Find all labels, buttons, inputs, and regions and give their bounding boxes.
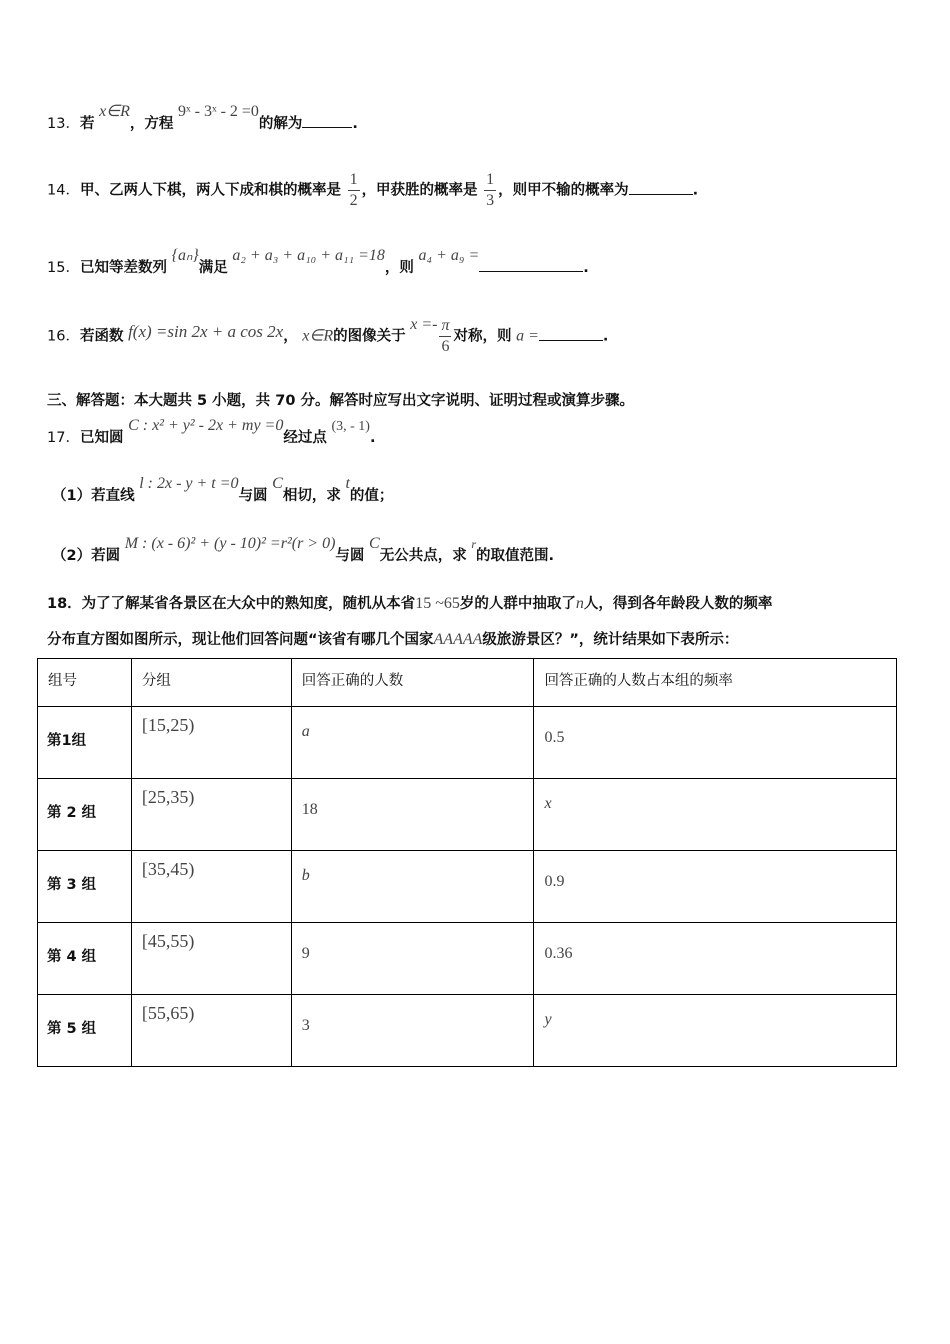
question-number: 16．: [47, 328, 80, 345]
q15-sequence: {aₙ}: [171, 247, 199, 264]
correct-value: 3: [301, 1017, 310, 1034]
q14-text2: ，甲获胜的概率是: [361, 182, 478, 199]
q18-text3: 人，得到各年龄段人数的频率: [583, 596, 773, 612]
freq-cell: [534, 851, 897, 923]
numerator: 1: [484, 170, 496, 191]
interval-value: [55,65): [141, 1003, 195, 1023]
question-18-line-2: [47, 628, 738, 649]
group-cell: [38, 995, 132, 1067]
group-label: 第1组: [47, 733, 87, 749]
q16-axis-lhs: x =-: [410, 315, 438, 333]
interval-value: [25,35): [141, 787, 195, 807]
interval-cell: [131, 923, 291, 995]
q13-text: 若: [79, 116, 95, 132]
q17-2-text3: 的取值范围.: [475, 548, 554, 564]
freq-cell: [534, 923, 897, 995]
header-correct-frequency: 回答正确的人数占本组的频率: [544, 673, 733, 689]
q15-end: .: [583, 260, 589, 276]
age-range: 15 ~65: [415, 595, 460, 612]
var-n: n: [575, 595, 584, 612]
header-cell: [534, 659, 897, 707]
results-table: [37, 658, 897, 1067]
freq-value: 0.5: [544, 729, 565, 746]
question-17-part-1: [52, 475, 394, 505]
part-label: （1）若直线: [52, 488, 135, 504]
table-row: [38, 995, 897, 1067]
q15-text: 已知等差数列: [79, 260, 167, 276]
q16-end: .: [602, 328, 609, 345]
interval-cell: [131, 779, 291, 851]
q17-circle-m: M : (x - 6)² + (y - 10)² =r²(r > 0): [124, 535, 336, 552]
answer-blank[interactable]: [302, 115, 352, 128]
interval-value: [45,55): [141, 931, 195, 951]
correct-cell: [291, 995, 534, 1067]
q15-text3: ，则: [384, 260, 414, 276]
interval-cell: [131, 707, 291, 779]
q17-end: .: [369, 430, 376, 446]
q17-1-text: 与圆: [238, 488, 268, 504]
q17-2-text: 与圆: [335, 548, 365, 564]
denominator: 3: [486, 192, 495, 209]
question-14: [47, 170, 698, 211]
group-cell: [38, 707, 132, 779]
group-label: 第 2 组: [47, 805, 97, 821]
correct-cell: [291, 851, 534, 923]
header-cell: [291, 659, 534, 707]
freq-value: 0.36: [544, 945, 573, 962]
circle-c: C: [272, 475, 283, 492]
table-row: [38, 851, 897, 923]
fraction-one-third: [484, 170, 496, 211]
freq-value: 0.9: [544, 873, 565, 890]
q13-text2: ，方程: [129, 116, 174, 132]
section-3-heading: 三、解答题：本大题共 5 小题，共 70 分。解答时应写出文字说明、证明过程或演算步骤。: [47, 393, 634, 409]
header-cell: [131, 659, 291, 707]
group-label: 第 3 组: [47, 877, 97, 893]
correct-value: b: [301, 867, 310, 884]
question-17: [47, 417, 376, 447]
question-number: 17．: [47, 430, 80, 446]
q14-text3: ，则甲不输的概率为: [498, 182, 629, 199]
answer-blank[interactable]: [629, 182, 693, 195]
correct-cell: [291, 923, 534, 995]
aaaaa-rating: AAAAA: [433, 631, 483, 648]
group-cell: [38, 779, 132, 851]
header-interval: 分组: [141, 673, 171, 689]
q16-text3: 的图像关于: [333, 328, 406, 345]
freq-cell: [534, 995, 897, 1067]
q14-end: .: [692, 182, 699, 199]
var-r: r: [471, 537, 476, 551]
q17-1-text2: 相切，求: [282, 488, 341, 504]
correct-value: 9: [301, 945, 310, 962]
var-t: t: [345, 475, 350, 492]
question-18-line-1: [47, 592, 772, 613]
table-row: [38, 923, 897, 995]
q18-text: 18．为了了解某省各景区在大众中的熟知度，随机从本省: [47, 596, 416, 612]
group-cell: [38, 923, 132, 995]
question-number: 15．: [47, 260, 80, 276]
header-group: 组号: [48, 673, 77, 689]
answer-blank[interactable]: [539, 328, 603, 341]
q13-equation: 9ˣ - 3ˣ - 2 =0: [177, 103, 259, 120]
interval-value: [35,45): [141, 859, 195, 879]
interval-cell: [131, 995, 291, 1067]
question-17-part-2: [52, 535, 554, 565]
correct-value: 18: [301, 801, 318, 818]
question-13: [47, 103, 358, 133]
denominator: 2: [349, 192, 358, 209]
q17-point: (3, - 1): [331, 419, 370, 434]
q16-text: 若函数: [79, 328, 124, 345]
answer-blank[interactable]: [479, 259, 583, 272]
q16-ask: a =: [516, 327, 539, 345]
table-row: [38, 707, 897, 779]
q15-condition: a₂ + a₃ + a₁₀ + a₁₁ =18: [232, 247, 385, 264]
q16-function: f(x) =sin 2x + a cos 2x: [128, 321, 284, 341]
correct-cell: [291, 707, 534, 779]
header-correct-count: 回答正确的人数: [301, 673, 404, 689]
correct-cell: [291, 779, 534, 851]
group-label: 第 5 组: [47, 1021, 97, 1037]
freq-value: y: [544, 1011, 552, 1028]
q17-line-equation: l : 2x - y + t =0: [139, 475, 239, 492]
denominator: 6: [441, 338, 450, 355]
q13-domain-expr: x∈R: [99, 103, 130, 120]
freq-value: x: [544, 795, 552, 812]
numerator: 1: [348, 170, 360, 191]
q13-text3: 的解为: [258, 116, 303, 132]
q17-text: 已知圆: [79, 430, 124, 446]
q17-circle-equation: C : x² + y² - 2x + my =0: [128, 417, 284, 434]
q17-2-text2: 无公共点，求: [379, 548, 467, 564]
q18-text2: 岁的人群中抽取了: [459, 596, 576, 612]
q16-domain: x∈R: [302, 327, 334, 345]
table-row: [38, 779, 897, 851]
freq-cell: [534, 779, 897, 851]
numerator: π: [439, 316, 451, 337]
q18-text5: 级旅游景区？”，统计结果如下表所示：: [482, 632, 739, 648]
freq-cell: [534, 707, 897, 779]
q16-text2: ，: [283, 328, 298, 345]
question-number: 13．: [47, 116, 80, 132]
group-label: 第 4 组: [47, 949, 97, 965]
fraction-one-half: [348, 170, 360, 211]
interval-cell: [131, 851, 291, 923]
q15-text2: 满足: [198, 260, 228, 276]
q17-1-text3: 的值；: [349, 488, 394, 504]
q16-text4: 对称，则: [453, 328, 512, 345]
group-cell: [38, 851, 132, 923]
part-label: （2）若圆: [52, 548, 121, 564]
q18-text4: 分布直方图如图所示，现让他们回答问题“该省有哪几个国家: [47, 632, 434, 648]
q15-ask: a₄ + a₉ =: [418, 247, 480, 264]
correct-value: a: [301, 723, 310, 740]
q17-text2: 经过点: [283, 430, 327, 446]
circle-c: C: [369, 535, 380, 552]
q13-end: .: [352, 116, 358, 132]
q14-text: 甲、乙两人下棋，两人下成和棋的概率是: [79, 182, 341, 199]
fraction-pi-over-six: [439, 316, 451, 357]
header-cell: [38, 659, 132, 707]
question-number: 14．: [47, 182, 80, 199]
interval-value: [15,25): [141, 715, 195, 735]
question-16: [47, 316, 608, 357]
question-15: [47, 247, 589, 277]
table-header-row: [38, 659, 897, 707]
